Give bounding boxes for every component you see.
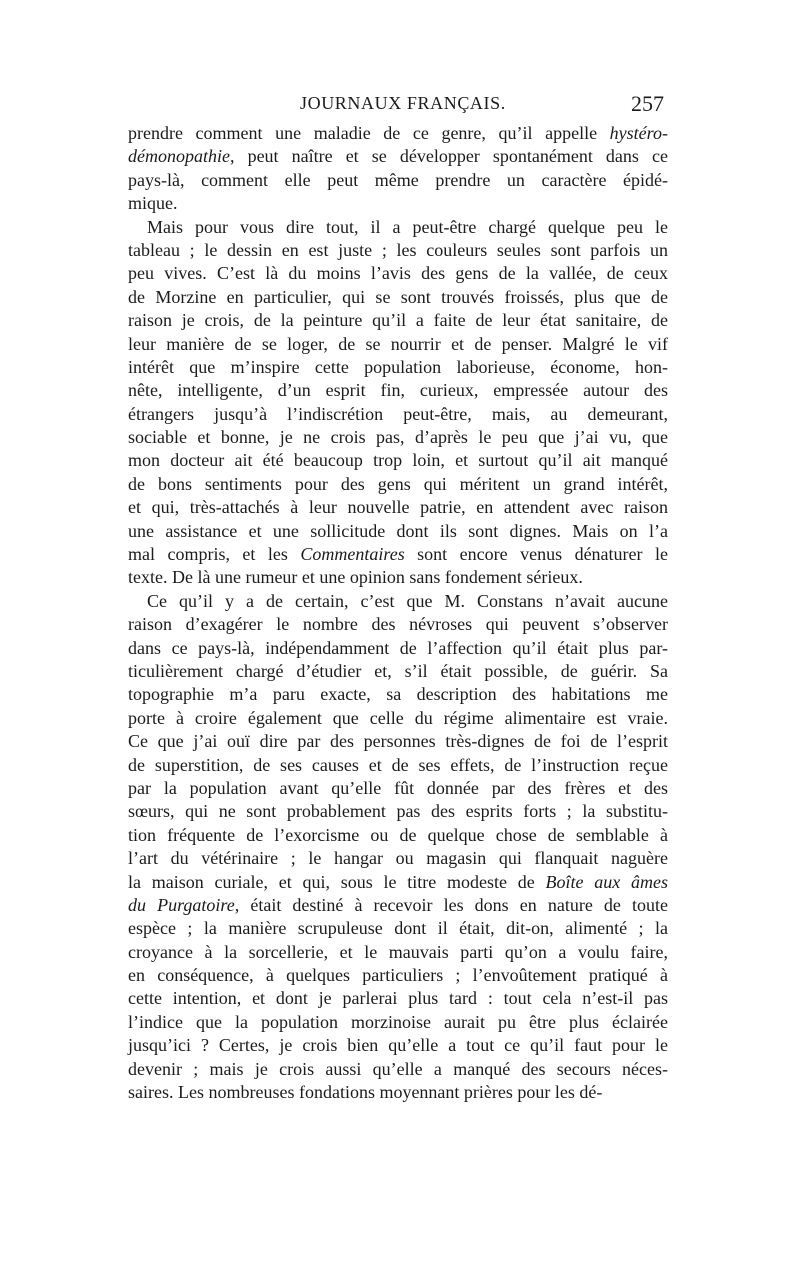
text-run: ticulièrement chargé d’étudier et, s’il était possible, de guérir. Sa xyxy=(128,660,668,681)
text-run: tion fréquente de l’exorcisme ou de quelque chose de semblable à xyxy=(128,824,668,845)
text-line xyxy=(128,169,668,192)
page-number: 257 xyxy=(631,91,664,116)
text-run: cette intention, et dont je parlerai plus tard : tout cela n’est-il pas xyxy=(128,988,668,1009)
text-run: sont encore venus dénaturer le xyxy=(404,544,668,565)
text-run: l’indice que la population morzinoise aurait pu être plus éclairée xyxy=(128,1011,668,1032)
text-run: peu vives. C’est là du moins l’avis des gens de la vallée, de ceux xyxy=(128,263,668,284)
text-line xyxy=(128,566,668,589)
text-line xyxy=(128,333,668,356)
text-run: pays-là, comment elle peut même prendre un caractère épidé- xyxy=(128,169,668,190)
text-run: porte à croire également que celle du régime alimentaire est vraie. xyxy=(128,707,668,728)
italic-text-run: du Purgatoire xyxy=(128,894,235,915)
text-run: topographie m’a paru exacte, sa description des habitations me xyxy=(128,684,668,705)
text-run: , peut naître et se développer spontanément dans ce xyxy=(229,146,668,167)
text-run: et qui, très-attachés à leur nouvelle patrie, en attendent avec raison xyxy=(128,497,668,518)
italic-text-run: Commentaires xyxy=(300,544,405,565)
text-line xyxy=(128,239,668,262)
text-line xyxy=(128,683,668,706)
text-run: l’art du vétérinaire ; le hangar ou magasin qui flanquait naguère xyxy=(128,848,668,869)
text-run: sœurs, qui ne sont probablement pas des esprits forts ; la substitu- xyxy=(128,801,668,822)
text-line xyxy=(128,824,668,847)
text-line xyxy=(128,987,668,1010)
text-line xyxy=(128,216,668,239)
text-run: saires. Les nombreuses fondations moyennant prières pour les dé- xyxy=(128,1082,603,1103)
text-line xyxy=(128,309,668,332)
text-line xyxy=(128,496,668,519)
text-run: une assistance et une sollicitude dont ils sont dignes. Mais on l’a xyxy=(128,520,668,541)
text-line xyxy=(128,637,668,660)
text-run: leur manière de se loger, de se nourrir et de penser. Malgré le vif xyxy=(128,333,668,354)
text-line xyxy=(128,543,668,566)
running-header xyxy=(128,90,668,120)
italic-text-run: hystéro- xyxy=(609,123,668,143)
text-run: prendre comment une maladie de ce genre, qu’il appelle xyxy=(128,123,610,143)
text-run: espèce ; la manière scrupuleuse dont il était, dit-on, alimenté ; la xyxy=(128,918,668,939)
text-run: raison je crois, de la peinture qu’il a faite de leur état sanitaire, de xyxy=(128,310,668,331)
text-run: croyance à la sorcellerie, et le mauvais parti qu’on a voulu faire, xyxy=(128,941,668,962)
text-line xyxy=(128,707,668,730)
text-line xyxy=(128,941,668,964)
text-run: mon docteur ait été beaucoup trop loin, et surtout qu’il ait manqué xyxy=(128,450,668,471)
text-line xyxy=(128,473,668,496)
text-line xyxy=(128,379,668,402)
text-line xyxy=(128,449,668,472)
text-run: intérêt que m’inspire cette population laborieuse, économe, hon- xyxy=(128,356,668,377)
text-run: devenir ; mais je crois aussi qu’elle a manqué des secours néces- xyxy=(128,1058,668,1079)
text-line xyxy=(128,590,668,613)
text-run: mal compris, et les xyxy=(128,544,301,565)
text-line xyxy=(128,262,668,285)
text-line xyxy=(128,356,668,379)
text-run: en conséquence, à quelques particuliers ; l’envoûtement pratiqué à xyxy=(128,965,668,986)
text-run: sociable et bonne, je ne crois pas, d’après le peu que j’ai vu, que xyxy=(128,427,668,448)
text-run: , était destiné à recevoir les dons en nature de toute xyxy=(234,894,668,915)
italic-text-run: démonopathie xyxy=(128,146,230,167)
text-run: dans ce pays-là, indépendamment de l’affection qu’il était plus par- xyxy=(128,637,668,658)
text-line xyxy=(128,1058,668,1081)
text-line xyxy=(128,894,668,917)
text-line xyxy=(128,777,668,800)
paragraph xyxy=(128,216,668,590)
text-line xyxy=(128,964,668,987)
text-line xyxy=(128,122,668,145)
text-run: par la population avant qu’elle fût donnée par des frères et des xyxy=(128,777,668,798)
text-run: Mais pour vous dire tout, il a peut-être chargé quelque peu le xyxy=(147,216,668,237)
text-line xyxy=(128,613,668,636)
text-line xyxy=(128,1011,668,1034)
text-run: tableau ; le dessin en est juste ; les couleurs seules sont parfois un xyxy=(128,239,668,260)
text-run: jusqu’ici ? Certes, je crois bien qu’elle a tout ce qu’il faut pour le xyxy=(128,1035,668,1056)
text-run: étrangers jusqu’à l’indiscrétion peut-être, mais, au demeurant, xyxy=(128,403,668,424)
text-line xyxy=(128,1034,668,1057)
text-line xyxy=(128,192,668,215)
running-title: JOURNAUX FRANÇAIS. xyxy=(300,93,506,113)
text-line xyxy=(128,1081,668,1104)
text-line xyxy=(128,286,668,309)
text-run: la maison curiale, et qui, sous le titre modeste de xyxy=(128,871,546,892)
text-run: de bons sentiments pour des gens qui méritent un grand intérêt, xyxy=(128,473,668,494)
text-line xyxy=(128,426,668,449)
paragraph xyxy=(128,590,668,1105)
text-line xyxy=(128,800,668,823)
text-line xyxy=(128,145,668,168)
text-run: nête, intelligente, d’un esprit fin, curieux, empressée autour des xyxy=(128,380,668,401)
text-line xyxy=(128,403,668,426)
text-run: Ce que j’ai ouï dire par des personnes très-dignes de foi de l’esprit xyxy=(128,731,668,752)
text-line xyxy=(128,847,668,870)
text-run: de superstition, de ses causes et de ses effets, de l’instruction reçue xyxy=(128,754,668,775)
text-run: texte. De là une rumeur et une opinion sans fondement sérieux. xyxy=(128,567,583,588)
italic-text-run: Boîte aux âmes xyxy=(545,871,669,892)
paragraph xyxy=(128,122,668,216)
text-run: de Morzine en particulier, qui se sont trouvés froissés, plus que de xyxy=(128,286,668,307)
text-run: Ce qu’il y a de certain, c’est que M. Constans n’avait aucune xyxy=(147,590,668,611)
body-text xyxy=(128,122,668,1104)
text-line xyxy=(128,660,668,683)
text-line xyxy=(128,871,668,894)
text-line xyxy=(128,917,668,940)
text-line xyxy=(128,730,668,753)
text-run: mique. xyxy=(128,193,178,214)
text-line xyxy=(128,754,668,777)
text-run: raison d’exagérer le nombre des névroses qui peuvent s’observer xyxy=(128,614,668,635)
text-line xyxy=(128,520,668,543)
